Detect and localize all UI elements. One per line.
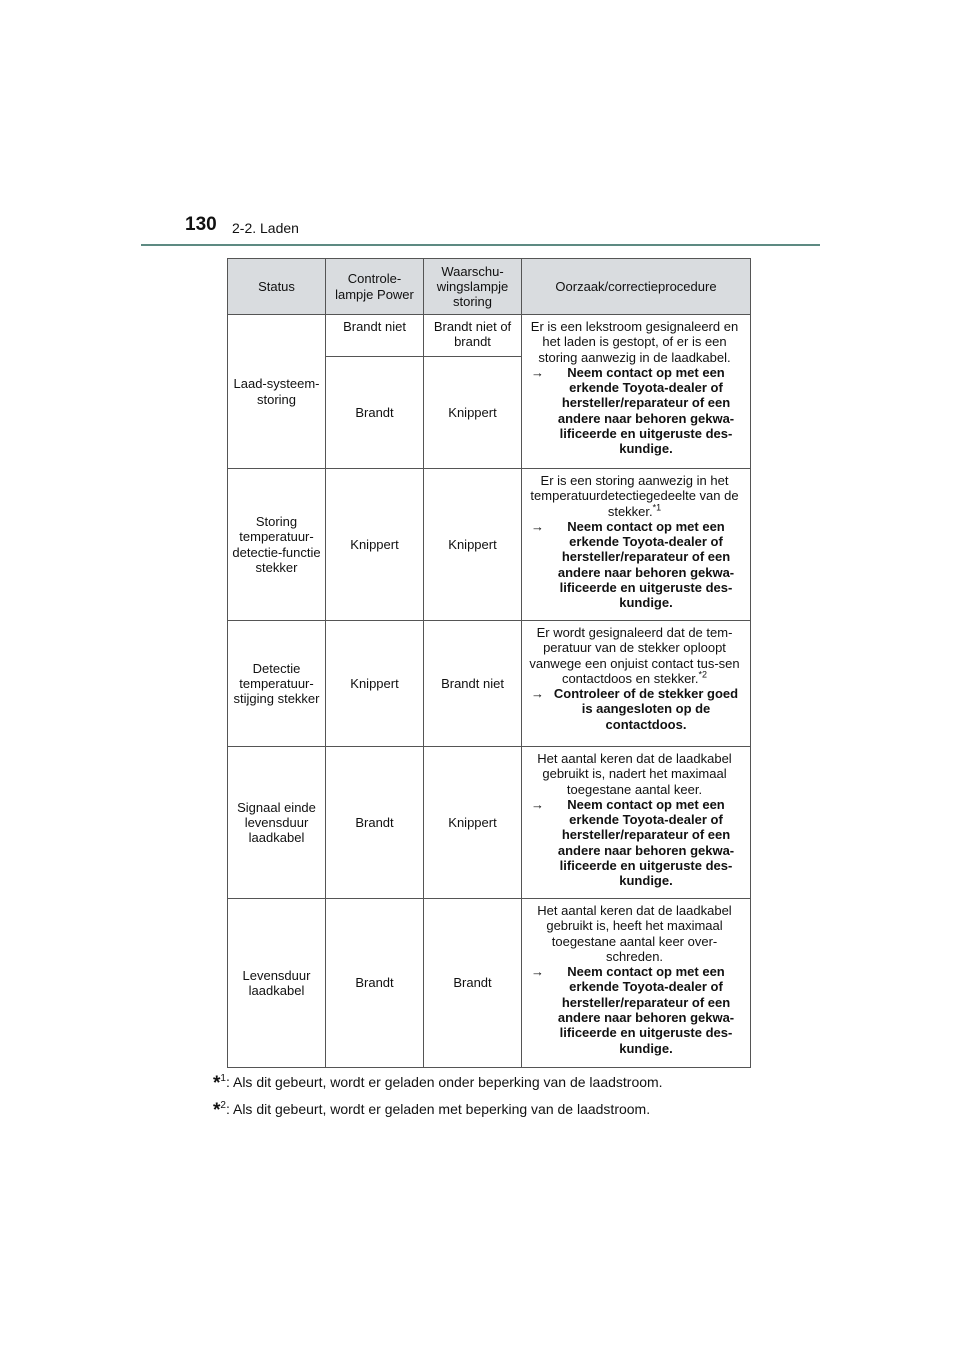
cause-text: Het aantal keren dat de laadkabel gebruikt is, heeft het maximaal toegestane aantal keer over-schreden.: [537, 903, 732, 964]
controle-cell: Brandt niet: [326, 315, 424, 357]
waarschuwing-cell: Knippert: [424, 469, 522, 621]
cause-cell: [522, 621, 751, 747]
cause-cell: [522, 747, 751, 899]
arrow-icon: →: [531, 796, 544, 812]
controle-cell: Knippert: [326, 469, 424, 621]
waarschuwing-cell: Knippert: [424, 357, 522, 469]
status-cell: Laad-systeem-storing: [228, 315, 326, 469]
action-label: Neem contact op met een erkende Toyota-dealer of hersteller/reparateur of een andere naar behoren gekwa-lificeerde en uitgeruste des-kundige.: [557, 364, 735, 457]
controle-cell: Knippert: [326, 621, 424, 747]
action-text: [526, 519, 743, 611]
footnote-ref: *2: [698, 669, 708, 680]
controle-cell: Brandt: [326, 747, 424, 899]
waarschuwing-cell: Knippert: [424, 747, 522, 899]
column-header: Waarschu-wingslampje storing: [424, 259, 522, 315]
table-header-row: [228, 259, 751, 315]
action-label: Neem contact op met een erkende Toyota-dealer of hersteller/reparateur of een andere naar behoren gekwa-lificeerde en uitgeruste des-kundige.: [557, 518, 735, 611]
arrow-icon: →: [531, 518, 544, 534]
action-text: [526, 365, 743, 457]
table-row: [228, 621, 751, 747]
controle-cell: Brandt: [326, 357, 424, 469]
action-text: [526, 686, 743, 732]
arrow-icon: →: [531, 964, 544, 980]
cause-cell: [522, 899, 751, 1068]
status-cell: Levensduur laadkabel: [228, 899, 326, 1068]
footnote: *$^1$: Als dit gebeurt, wordt er geladen onder beperking van de laadstroom.: [213, 1073, 663, 1094]
waarschuwing-cell: Brandt: [424, 899, 522, 1068]
footnotes: [213, 1068, 663, 1122]
controle-cell: Brandt: [326, 899, 424, 1068]
status-table: [227, 258, 751, 1068]
cause-text: Er is een lekstroom gesignaleerd en het laden is gestopt, of er is een storing aanwezig in de laadkabel.: [530, 319, 739, 365]
cause-text: Het aantal keren dat de laadkabel gebruikt is, nadert het maximaal toegestane aantal keer.: [537, 751, 732, 797]
action-text: [526, 797, 743, 889]
column-header: Status: [228, 259, 326, 315]
cause-text: Er is een storing aanwezig in het temperatuurdetectiegedeelte van de stekker.$^{*1}$: [530, 473, 739, 519]
column-header: Oorzaak/correctieprocedure: [522, 259, 751, 315]
table-row: [228, 899, 751, 1068]
cause-text: Er wordt gesignaleerd dat de tem-peratuur van de stekker oploopt vanwege een onjuist contact tus-sen contactdoos en stekker.$^{*2}$: [529, 625, 740, 686]
action-label: Neem contact op met een erkende Toyota-dealer of hersteller/reparateur of een andere naar behoren gekwa-lificeerde en uitgeruste des-kundige.: [557, 964, 735, 1056]
waarschuwing-cell: Brandt niet of brandt: [424, 315, 522, 357]
arrow-icon: →: [531, 686, 544, 702]
column-header: Controle-lampje Power: [326, 259, 424, 315]
footnote-ref: *1: [652, 502, 662, 513]
action-label: Controleer of de stekker goed is aangesloten op de contactdoos.: [553, 686, 739, 732]
table-row: [228, 747, 751, 899]
page-number: 130: [185, 214, 217, 235]
status-cell: Detectie temperatuur-stijging stekker: [228, 621, 326, 747]
status-cell: Signaal einde levensduur laadkabel: [228, 747, 326, 899]
table-row: [228, 469, 751, 621]
table-row: [228, 315, 751, 357]
waarschuwing-cell: Brandt niet: [424, 621, 522, 747]
cause-cell: [522, 469, 751, 621]
action-label: Neem contact op met een erkende Toyota-dealer of hersteller/reparateur of een andere naar behoren gekwa-lificeerde en uitgeruste des-kundige.: [557, 796, 735, 889]
section-title: 2-2. Laden: [232, 220, 299, 236]
action-text: [526, 964, 743, 1056]
arrow-icon: →: [531, 364, 544, 380]
cause-cell: [522, 315, 751, 469]
header-divider: [141, 244, 820, 246]
footnote: *$^2$: Als dit gebeurt, wordt er geladen met beperking van de laadstroom.: [213, 1100, 651, 1121]
status-cell: Storing temperatuur-detectie-functie stekker: [228, 469, 326, 621]
